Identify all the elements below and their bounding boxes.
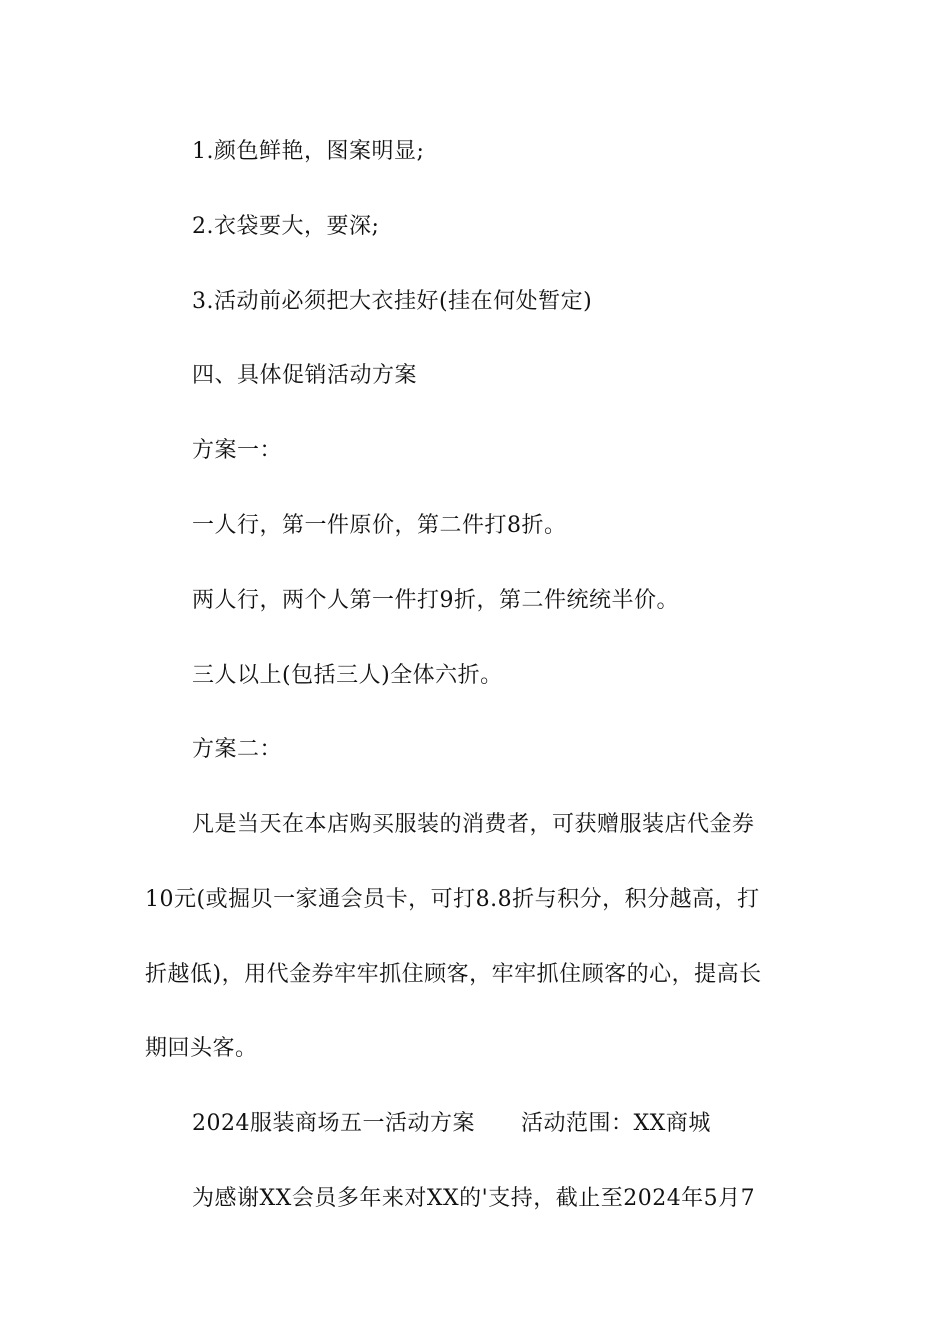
plan-two-paragraph-line-4: 期回头客。 — [145, 1036, 258, 1061]
plan-one-heading: 方案一： — [192, 438, 283, 463]
list-item-pocket: 2.衣袋要大，要深; — [192, 214, 380, 239]
list-item-hang-coat: 3.活动前必须把大衣挂好(挂在何处暂定) — [192, 289, 593, 314]
plan-title-line — [192, 1109, 711, 1139]
plan-two-paragraph-line-2: 10元(或掘贝一家通会员卡，可打8.8折与积分，积分越高，打 — [145, 887, 760, 912]
activity-scope: 活动范围：XX商城 — [521, 1111, 711, 1136]
list-item-color: 1.颜色鲜艳，图案明显; — [192, 139, 425, 164]
plan-two-heading: 方案二： — [192, 737, 283, 762]
plan-title: 2024服装商场五一活动方案 — [192, 1111, 475, 1136]
section-heading: 四、具体促销活动方案 — [192, 363, 418, 388]
plan-two-paragraph-line-1: 凡是当天在本店购买服装的消费者，可获赠服装店代金券 — [192, 812, 755, 837]
plan-two-paragraph-line-3: 折越低)，用代金券牢牢抓住顾客，牢牢抓住顾客的心，提高长 — [145, 962, 762, 987]
plan-one-item-pair: 两人行，两个人第一件打9折，第二件统统半价。 — [192, 588, 679, 613]
plan-one-item-single: 一人行，第一件原价，第二件打8折。 — [192, 513, 567, 538]
thanks-paragraph-line-1: 为感谢XX会员多年来对XX的'支持，截止至2024年5月7 — [192, 1186, 756, 1211]
plan-one-item-group: 三人以上(包括三人)全体六折。 — [192, 663, 503, 688]
